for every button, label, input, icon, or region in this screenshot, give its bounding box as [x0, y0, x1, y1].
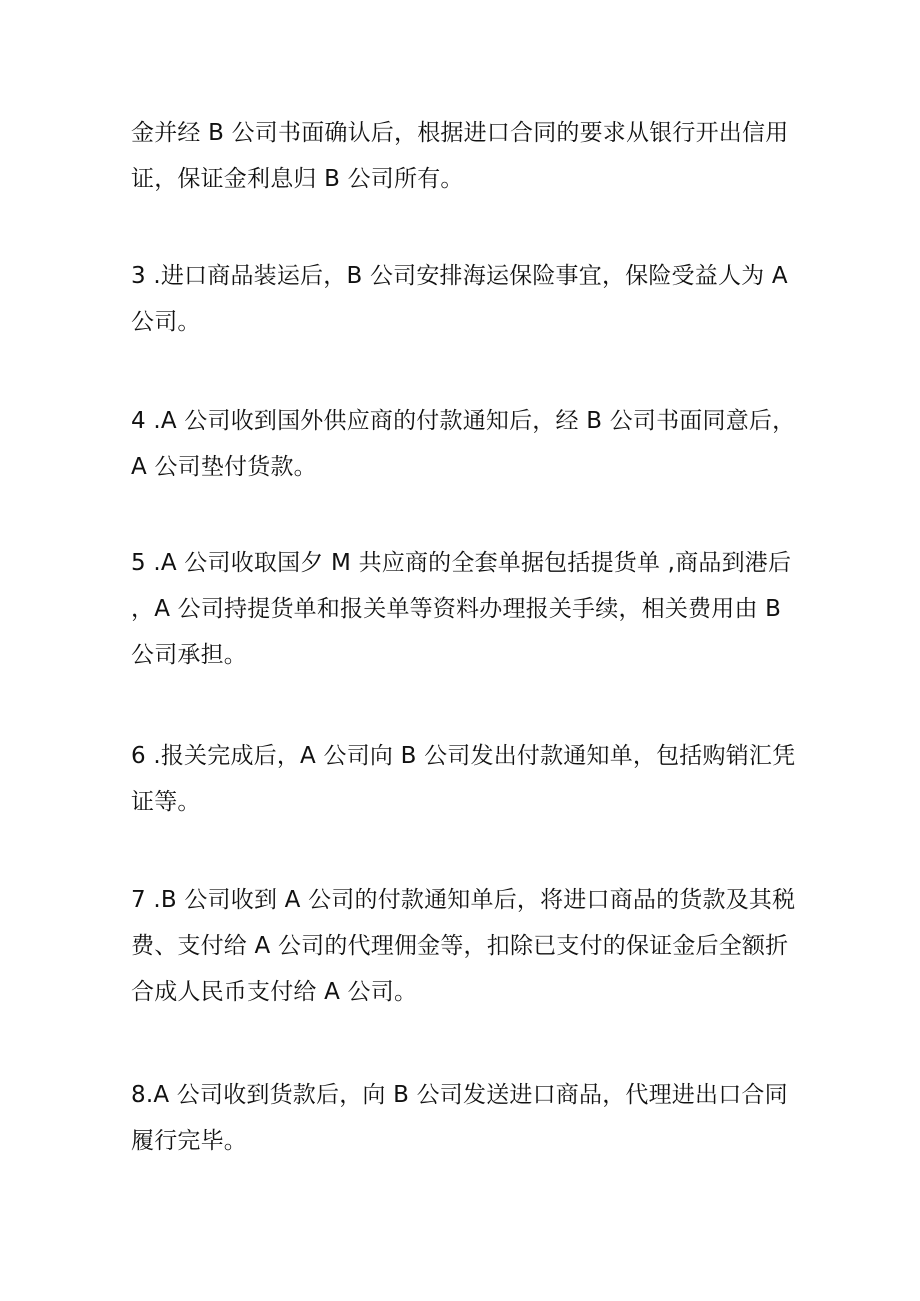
paragraph-step-4: [131, 398, 801, 490]
text-line: 合成人民币支付给 A 公司。: [131, 979, 418, 1005]
text-line: 5 .A 公司收取国夕 M 共应商的全套单据包括提货单 ,商品到港后: [131, 550, 792, 576]
text-line: 7 .B 公司收到 A 公司的付款通知单后，将进口商品的货款及其税: [131, 887, 796, 913]
paragraph-step-5: [131, 540, 801, 678]
paragraph-step-3: [131, 253, 801, 345]
text-line: A 公司垫付货款。: [131, 454, 317, 480]
text-line: 4 .A 公司收到国外供应商的付款通知后，经 B 公司书面同意后，: [131, 408, 796, 434]
text-line: 金并经 B 公司书面确认后，根据进口合同的要求从银行开出信用: [131, 120, 789, 146]
text-line: 8.A 公司收到货款后，向 B 公司发送进口商品，代理进出口合同: [131, 1082, 788, 1108]
paragraph-continued-step-2: [131, 110, 801, 202]
text-line: 履行完毕。: [131, 1128, 247, 1154]
text-line: 3 .进口商品装运后，B 公司安排海运保险事宜，保险受益人为 A: [131, 263, 788, 289]
text-line: 证，保证金利息归 B 公司所有。: [131, 166, 464, 192]
text-line: 证等。: [131, 789, 201, 815]
paragraph-step-7: [131, 877, 801, 1015]
text-line: 费、支付给 A 公司的代理佣金等，扣除已支付的保证金后全额折: [131, 933, 789, 959]
text-line: ，A 公司持提货单和报关单等资料办理报关手续，相关费用由 B: [131, 596, 782, 622]
paragraph-step-8: [131, 1072, 801, 1164]
paragraph-step-6: [131, 733, 801, 825]
text-line: 6 .报关完成后，A 公司向 B 公司发出付款通知单，包括购销汇凭: [131, 743, 796, 769]
text-line: 公司承担。: [131, 642, 247, 668]
text-line: 公司。: [131, 309, 201, 335]
